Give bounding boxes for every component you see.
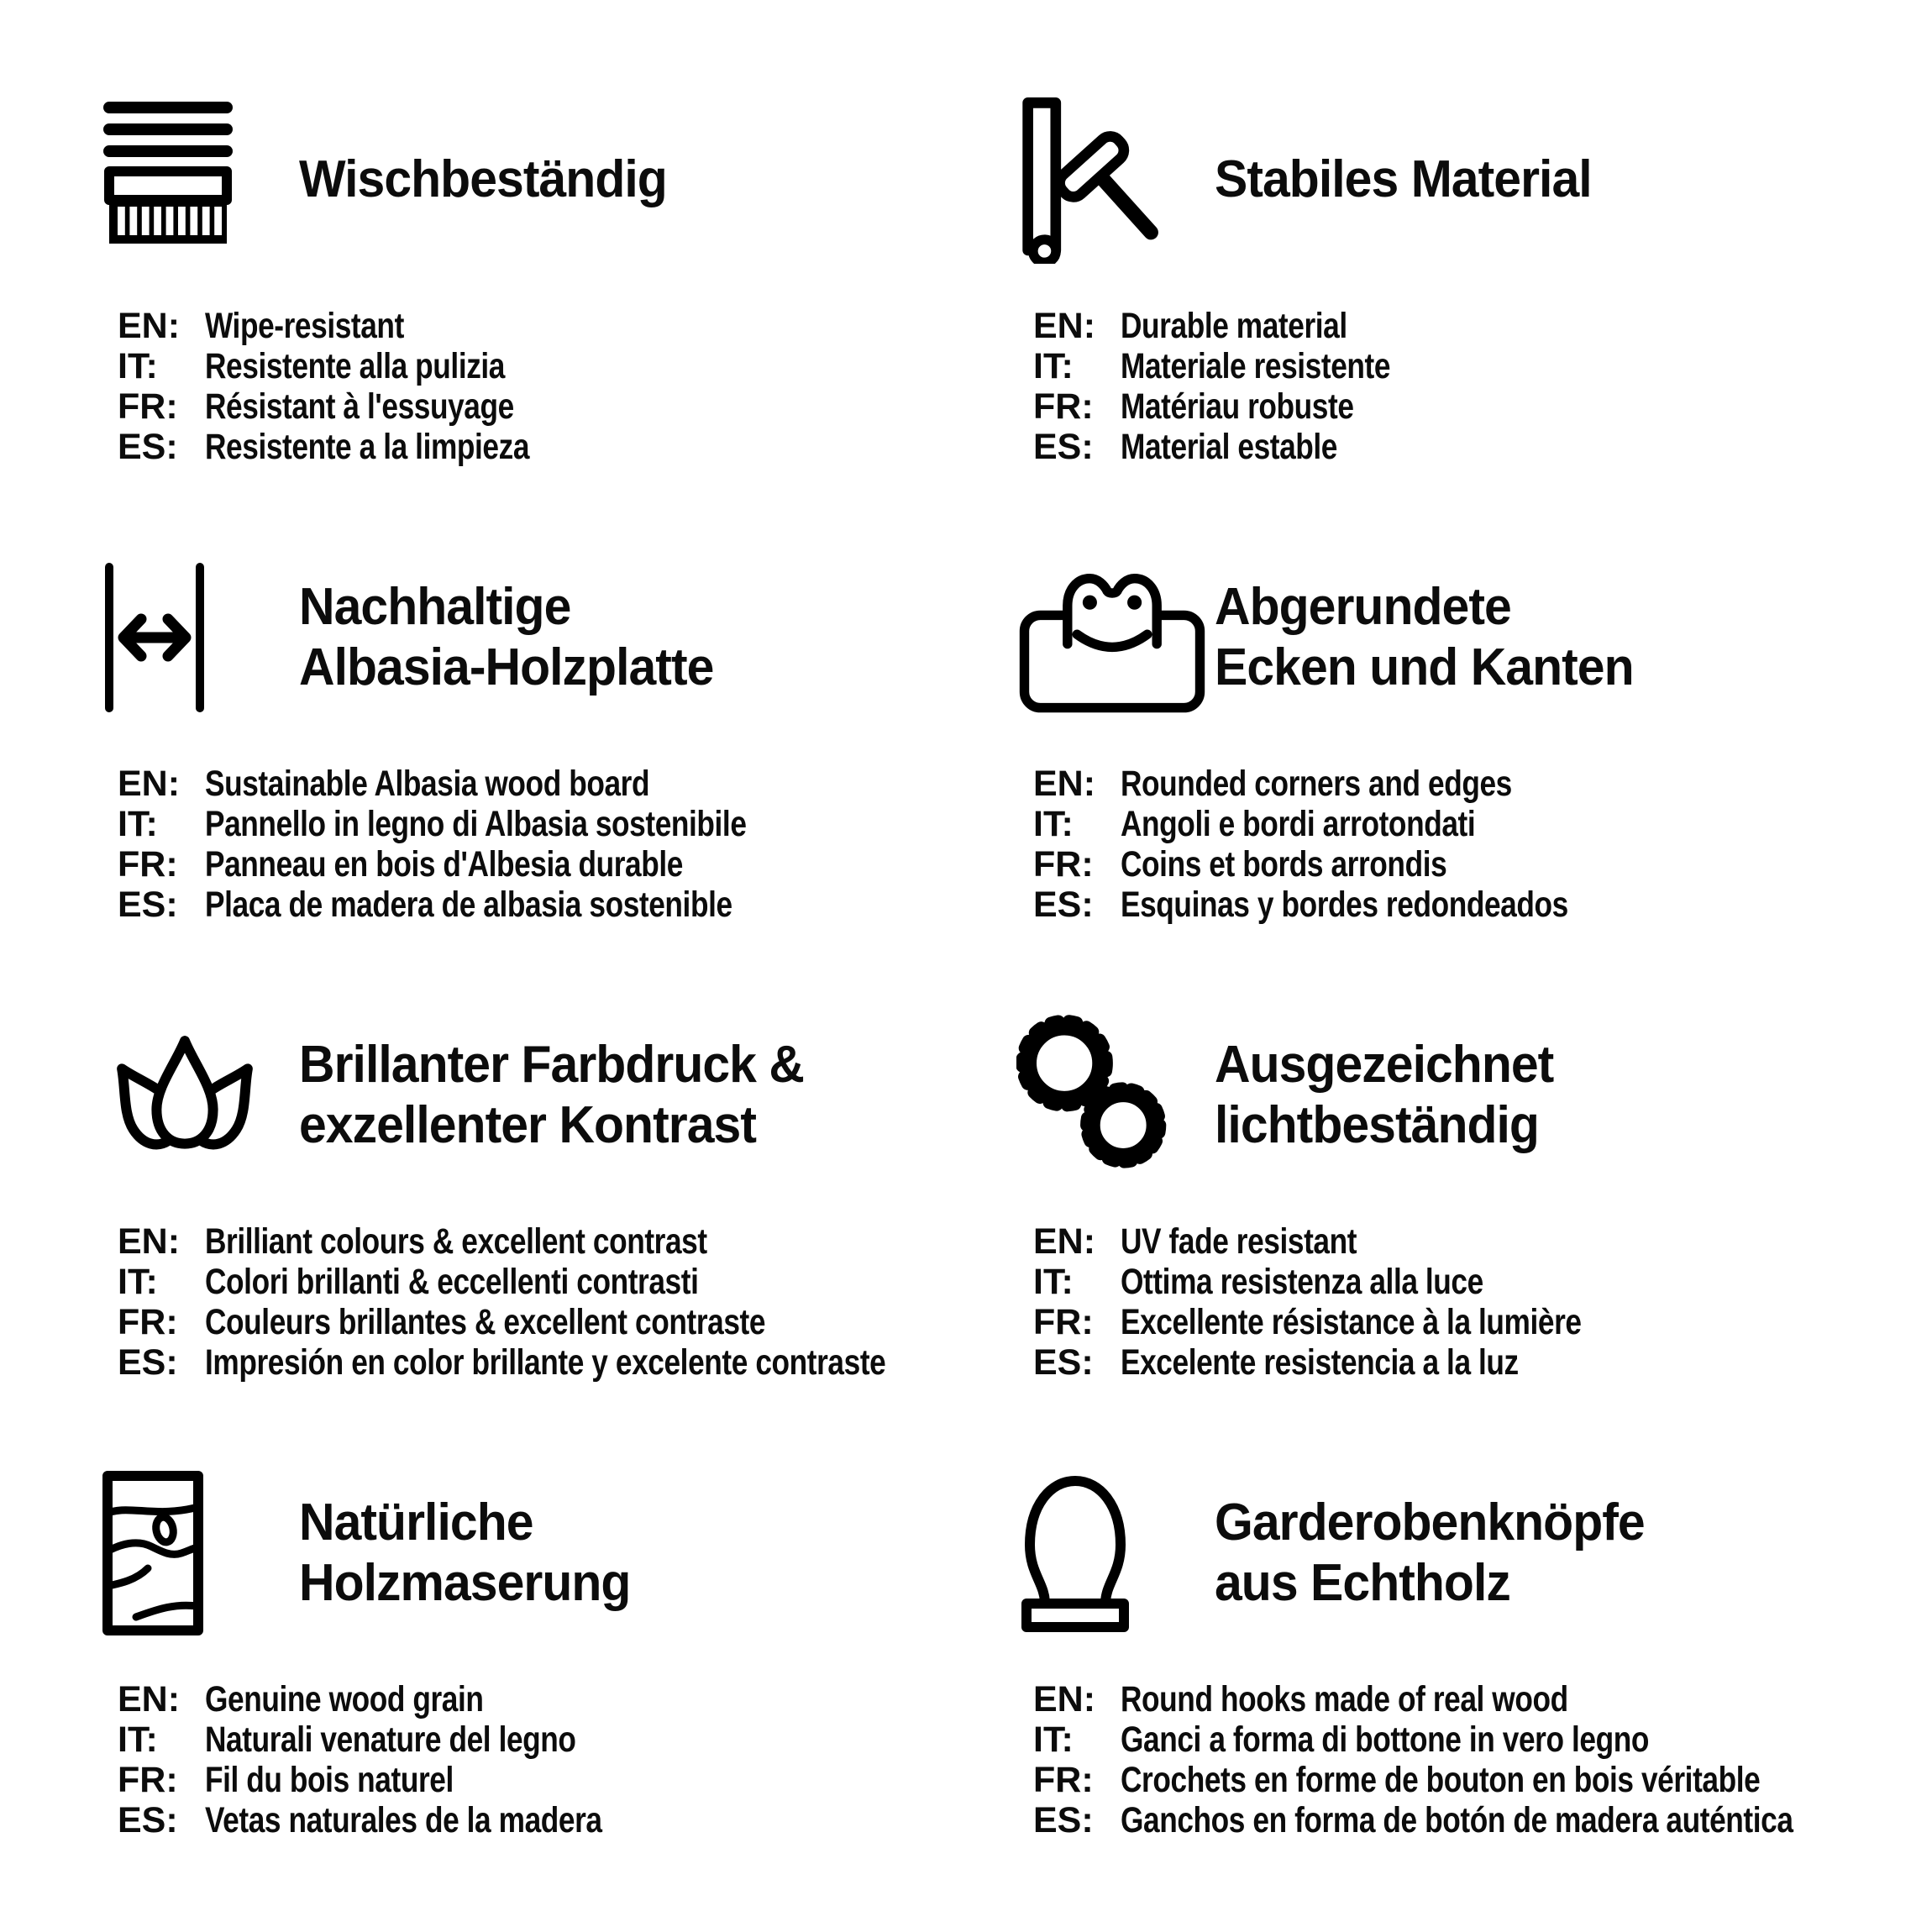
language-label: ES: — [118, 885, 178, 925]
feature-header — [1016, 540, 1903, 735]
frog-rounded-board-icon — [1016, 558, 1208, 717]
language-label: EN: — [1033, 764, 1096, 804]
translation-row — [118, 885, 995, 925]
translation-text: Ganchos en forma de botón de madera auténtica — [1121, 1800, 1793, 1840]
translation-text: Rounded corners and edges — [1121, 764, 1512, 804]
translation-row — [118, 1342, 995, 1383]
language-label: IT: — [1033, 1262, 1074, 1302]
feature-block-wipe-resistant — [80, 59, 995, 517]
translation-list — [1033, 1679, 1903, 1840]
feature-icon — [101, 1469, 299, 1637]
feature-icon — [101, 96, 299, 264]
feature-block-sustainable-board — [80, 517, 995, 974]
language-label: FR: — [1033, 386, 1094, 427]
feature-title-line: Holzmaserung — [299, 1554, 631, 1612]
feature-header — [101, 998, 995, 1193]
translation-text: Material estable — [1121, 427, 1338, 467]
feature-header — [101, 540, 995, 735]
language-label: EN: — [118, 1221, 181, 1262]
translation-text: Materiale resistente — [1121, 346, 1391, 386]
language-label: ES: — [1033, 1342, 1094, 1383]
width-dimension-arrow-icon — [101, 554, 208, 722]
language-label: EN: — [118, 306, 181, 346]
translation-row — [118, 306, 995, 346]
translation-row — [1033, 427, 1903, 467]
translation-text: Matériau robuste — [1121, 386, 1354, 427]
language-label: FR: — [118, 386, 178, 427]
feature-title — [1215, 1493, 1645, 1614]
translation-row — [118, 764, 995, 804]
feature-title — [299, 577, 713, 698]
translation-row — [1033, 1800, 1903, 1840]
language-label: IT: — [1033, 804, 1074, 844]
feature-header — [101, 82, 995, 277]
language-label: ES: — [1033, 885, 1094, 925]
translation-row — [1033, 885, 1903, 925]
language-label: ES: — [1033, 427, 1094, 467]
translation-text: Wipe-resistant — [205, 306, 404, 346]
feature-title-line: Stabiles Material — [1215, 150, 1592, 209]
translation-text: Angoli e bordi arrotondati — [1121, 804, 1476, 844]
translation-text: Couleurs brillantes & excellent contraste — [205, 1302, 766, 1342]
translation-row — [118, 1262, 995, 1302]
translation-text: Resistente a la limpieza — [205, 427, 530, 467]
wooden-knob-icon — [1016, 1469, 1134, 1637]
feature-icon — [1016, 96, 1215, 264]
feature-block-brilliant-colours — [80, 974, 995, 1432]
language-label: IT: — [118, 346, 158, 386]
language-label: IT: — [1033, 346, 1074, 386]
wipe-brush-icon — [101, 96, 235, 264]
feature-header — [1016, 998, 1903, 1193]
feature-icon — [101, 554, 299, 722]
language-label: FR: — [118, 1302, 178, 1342]
feature-title-line: Albasia-Holzplatte — [299, 638, 714, 696]
translation-list — [118, 1679, 995, 1840]
language-label: FR: — [118, 844, 178, 885]
feature-title-line: aus Echtholz — [1215, 1554, 1510, 1612]
translation-text: Excelente resistencia a la luz — [1121, 1342, 1519, 1383]
translation-row — [1033, 844, 1903, 885]
translation-row — [118, 346, 995, 386]
language-label: EN: — [1033, 306, 1096, 346]
translation-row — [118, 1800, 995, 1840]
translation-text: Impresión en color brillante y excelente contraste — [205, 1342, 886, 1383]
feature-icon — [1016, 558, 1215, 717]
translation-row — [1033, 764, 1903, 804]
color-drops-icon — [101, 1011, 269, 1179]
translation-list — [118, 1221, 995, 1383]
translation-text: Brilliant colours & excellent contrast — [205, 1221, 707, 1262]
translation-row — [1033, 306, 1903, 346]
feature-header — [101, 1456, 995, 1651]
translation-text: Coins et bords arrondis — [1121, 844, 1447, 885]
translation-list — [118, 306, 995, 467]
translation-row — [1033, 386, 1903, 427]
wood-grain-icon — [101, 1469, 205, 1637]
language-label: IT: — [118, 1719, 158, 1760]
translation-row — [118, 1719, 995, 1760]
translation-row — [1033, 346, 1903, 386]
feature-title-line: lichtbeständig — [1215, 1096, 1539, 1154]
language-label: FR: — [118, 1760, 178, 1800]
feature-block-durable-material — [995, 59, 1903, 517]
translation-row — [1033, 1679, 1903, 1719]
feature-title-line: Ecken und Kanten — [1215, 638, 1634, 696]
feature-icon — [1016, 1014, 1215, 1178]
translation-row — [1033, 1760, 1903, 1800]
feature-block-rounded-corners — [995, 517, 1903, 974]
translation-row — [1033, 1719, 1903, 1760]
language-label: IT: — [118, 1262, 158, 1302]
translation-text: Colori brillanti & eccellenti contrasti — [205, 1262, 699, 1302]
language-label: EN: — [1033, 1221, 1096, 1262]
translation-text: UV fade resistant — [1121, 1221, 1357, 1262]
translation-text: Ottima resistenza alla luce — [1121, 1262, 1483, 1302]
feature-block-wooden-knobs — [995, 1432, 1903, 1890]
translation-text: Esquinas y bordes redondeados — [1121, 885, 1568, 925]
translation-list — [118, 764, 995, 925]
feature-block-light-resistant — [995, 974, 1903, 1432]
language-label: FR: — [1033, 1760, 1094, 1800]
feature-title-line: Brillanter Farbdruck & — [299, 1036, 804, 1095]
feature-title — [299, 150, 667, 210]
feature-title — [1215, 1035, 1553, 1156]
feature-sheet — [80, 59, 1903, 1890]
translation-row — [118, 427, 995, 467]
feature-block-wood-grain — [80, 1432, 995, 1890]
translation-text: Genuine wood grain — [205, 1679, 484, 1719]
feature-title-line: Garderobenknöpfe — [1215, 1494, 1645, 1552]
translation-row — [1033, 1302, 1903, 1342]
language-label: EN: — [118, 1679, 181, 1719]
translation-row — [1033, 1221, 1903, 1262]
feature-title — [299, 1035, 804, 1156]
feature-title — [299, 1493, 630, 1614]
language-label: FR: — [1033, 844, 1094, 885]
language-label: IT: — [118, 804, 158, 844]
translation-text: Vetas naturales de la madera — [205, 1800, 602, 1840]
translation-list — [1033, 306, 1903, 467]
translation-text: Excellente résistance à la lumière — [1121, 1302, 1582, 1342]
feature-title-line: Nachhaltige — [299, 578, 571, 637]
translation-row — [118, 386, 995, 427]
translation-row — [1033, 1342, 1903, 1383]
translation-row — [118, 1679, 995, 1719]
translation-row — [118, 1221, 995, 1262]
feature-header — [1016, 1456, 1903, 1651]
feature-icon — [1016, 1469, 1215, 1637]
translation-row — [118, 1760, 995, 1800]
translation-row — [1033, 804, 1903, 844]
feature-header — [1016, 82, 1903, 277]
translation-list — [1033, 764, 1903, 925]
translation-text: Naturali venature del legno — [205, 1719, 576, 1760]
feature-title — [1215, 150, 1592, 210]
translation-text: Résistant à l'essuyage — [205, 386, 514, 427]
translation-text: Pannello in legno di Albasia sostenibile — [205, 804, 747, 844]
translation-row — [118, 1302, 995, 1342]
language-label: ES: — [1033, 1800, 1094, 1840]
translation-text: Resistente alla pulizia — [205, 346, 506, 386]
translation-text: Durable material — [1121, 306, 1347, 346]
translation-row — [118, 804, 995, 844]
feature-icon — [101, 1011, 299, 1179]
translation-row — [118, 844, 995, 885]
feature-title — [1215, 577, 1634, 698]
feature-title-line: Abgerundete — [1215, 578, 1511, 637]
language-label: EN: — [118, 764, 181, 804]
uv-sun-gears-icon — [1016, 1014, 1176, 1178]
feature-title-line: Natürliche — [299, 1494, 533, 1552]
language-label: ES: — [118, 427, 178, 467]
language-label: ES: — [118, 1800, 178, 1840]
translation-text: Fil du bois naturel — [205, 1760, 454, 1800]
language-label: EN: — [1033, 1679, 1096, 1719]
translation-text: Sustainable Albasia wood board — [205, 764, 650, 804]
language-label: FR: — [1033, 1302, 1094, 1342]
language-label: ES: — [118, 1342, 178, 1383]
translation-text: Round hooks made of real wood — [1121, 1679, 1568, 1719]
language-label: IT: — [1033, 1719, 1074, 1760]
feature-title-line: exzellenter Kontrast — [299, 1096, 757, 1154]
feature-title-line: Ausgezeichnet — [1215, 1036, 1554, 1095]
translation-row — [1033, 1262, 1903, 1302]
translation-text: Panneau en bois d'Albesia durable — [205, 844, 683, 885]
hammer-durability-icon — [1016, 96, 1180, 264]
translation-text: Ganci a forma di bottone in vero legno — [1121, 1719, 1649, 1760]
translation-text: Crochets en forme de bouton en bois véritable — [1121, 1760, 1761, 1800]
feature-title-line: Wischbeständig — [299, 150, 667, 209]
translation-list — [1033, 1221, 1903, 1383]
translation-text: Placa de madera de albasia sostenible — [205, 885, 732, 925]
